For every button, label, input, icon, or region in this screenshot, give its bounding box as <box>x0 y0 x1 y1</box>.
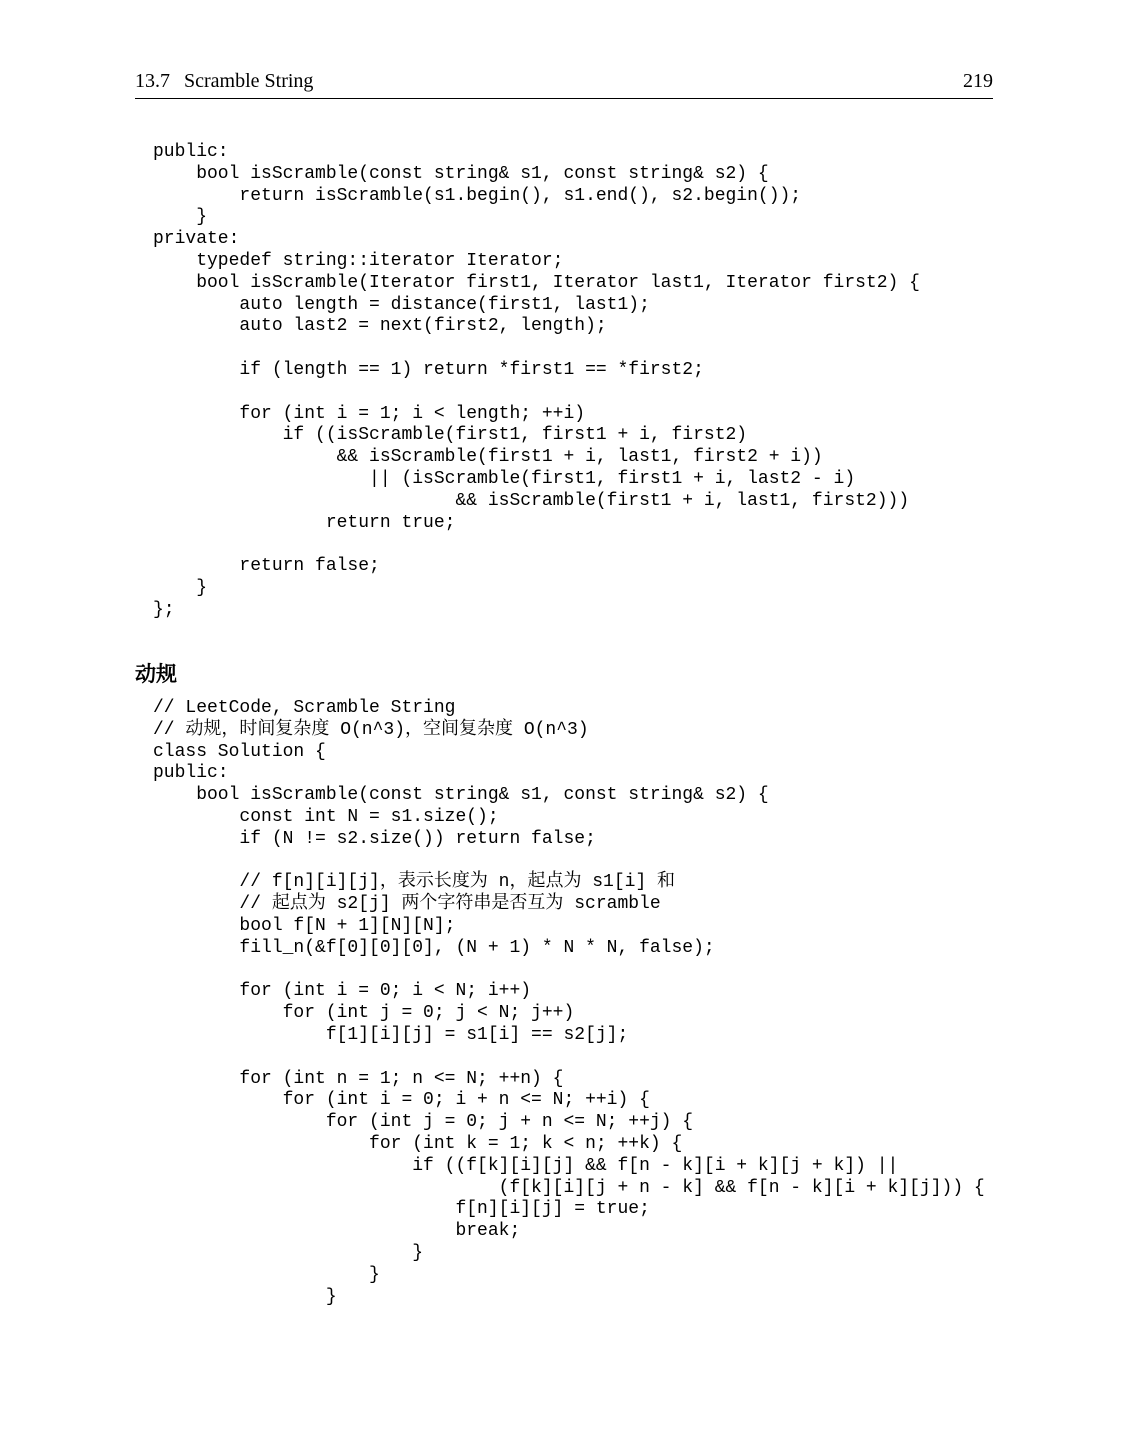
code-block-recursive <box>153 142 920 622</box>
code-line <box>153 534 920 556</box>
code-line: public: <box>153 142 229 162</box>
code-line <box>153 1047 985 1069</box>
code-line: } <box>153 1286 337 1307</box>
code-line: private: <box>153 229 240 250</box>
code-line: bool isScramble(const string& s1, const string& s2) { <box>153 163 769 184</box>
section-number: 13.7 <box>135 70 170 92</box>
code-block-dynamic-programming <box>153 698 985 1308</box>
code-line: class Solution { <box>153 741 326 762</box>
code-line <box>153 851 985 873</box>
code-line: for (int n = 1; n <= N; ++n) { <box>153 1068 564 1089</box>
code-line: // f[n][i][j]，表示长度为 n，起点为 s1[i] 和 <box>153 872 676 893</box>
code-line: auto length = distance(first1, last1); <box>153 294 650 315</box>
code-line: for (int j = 0; j < N; j++) <box>153 1003 575 1024</box>
code-line: } <box>153 577 208 598</box>
code-line: for (int i = 0; i < N; i++) <box>153 981 532 1002</box>
code-line: bool isScramble(Iterator first1, Iterator last1, Iterator first2) { <box>153 272 920 293</box>
code-line: break; <box>153 1221 521 1242</box>
code-line: return false; <box>153 556 380 577</box>
code-line: bool f[N + 1][N][N]; <box>153 915 456 936</box>
code-line: (f[k][i][j + n - k] && f[n - k][i + k][j])) { <box>153 1177 985 1198</box>
code-line: || (isScramble(first1, first1 + i, last2 - i) <box>153 468 856 489</box>
code-line: && isScramble(first1 + i, last1, first2 + i)) <box>153 447 823 468</box>
code-line: f[1][i][j] = s1[i] == s2[j]; <box>153 1024 629 1045</box>
page-number: 219 <box>963 70 993 92</box>
code-line: public: <box>153 763 229 784</box>
code-line: for (int j = 0; j + n <= N; ++j) { <box>153 1112 694 1133</box>
code-line: const int N = s1.size(); <box>153 806 499 827</box>
code-line: for (int i = 1; i < length; ++i) <box>153 403 586 424</box>
section-title: Scramble String <box>184 70 314 92</box>
code-line: if ((f[k][i][j] && f[n - k][i + k][j + k]) || <box>153 1155 899 1176</box>
section-label <box>135 70 313 93</box>
code-line: } <box>153 1264 380 1285</box>
code-line <box>153 382 920 404</box>
code-line: f[n][i][j] = true; <box>153 1199 650 1220</box>
code-line: return true; <box>153 512 456 533</box>
code-line: auto last2 = next(first2, length); <box>153 316 607 337</box>
code-line: return isScramble(s1.begin(), s1.end(), s2.begin()); <box>153 185 802 206</box>
code-line: typedef string::iterator Iterator; <box>153 250 564 271</box>
code-line: for (int i = 0; i + n <= N; ++i) { <box>153 1090 650 1111</box>
code-line: }; <box>153 599 175 620</box>
code-line: } <box>153 1242 424 1263</box>
code-line: fill_n(&f[0][0][0], (N + 1) * N * N, false); <box>153 937 715 958</box>
page-header <box>135 68 993 99</box>
code-line: if (length == 1) return *first1 == *first2; <box>153 359 704 380</box>
code-line: for (int k = 1; k < n; ++k) { <box>153 1133 683 1154</box>
code-line: bool isScramble(const string& s1, const string& s2) { <box>153 785 769 806</box>
code-line <box>153 960 985 982</box>
code-line: // 起点为 s2[j] 两个字符串是否互为 scramble <box>153 894 661 915</box>
section-heading: 动规 <box>135 662 177 686</box>
code-line: if ((isScramble(first1, first1 + i, first2) <box>153 425 748 446</box>
code-line: } <box>153 207 208 228</box>
code-line: // LeetCode, Scramble String <box>153 698 456 718</box>
code-line: // 动规，时间复杂度 O(n^3)，空间复杂度 O(n^3) <box>153 719 589 740</box>
code-line <box>153 338 920 360</box>
code-line: && isScramble(first1 + i, last1, first2))) <box>153 490 910 511</box>
code-line: if (N != s2.size()) return false; <box>153 828 596 849</box>
